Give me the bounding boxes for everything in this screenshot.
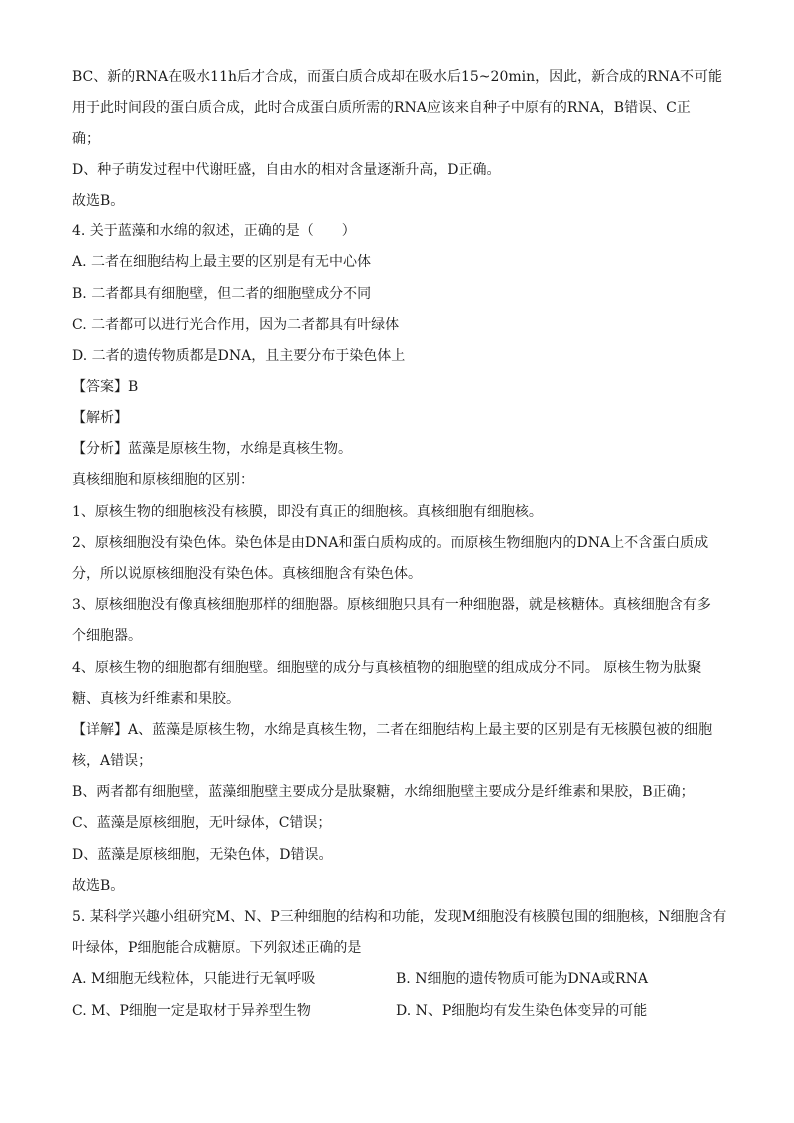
q4-stem: 4. 关于蓝藻和水绵的叙述，正确的是（ ） — [72, 223, 356, 239]
prev-bc-line-3: 确； — [72, 131, 100, 147]
q4-analysis-header: 【解析】 — [72, 410, 128, 426]
q5-option-a: A. M细胞无线粒体，只能进行无氧呼吸 — [72, 971, 316, 987]
q5-stem-line-1: 5. 某科学兴趣小组研究M、N、P三种细胞的结构和功能，发现M细胞没有核膜包围的细胞核，N细胞含有 — [72, 909, 727, 925]
q4-detail-line-2: 核，A错误； — [72, 753, 153, 769]
prev-choice: 故选B。 — [72, 193, 125, 209]
q5-stem-line-2: 叶绿体，P细胞能合成糖原。下列叙述正确的是 — [72, 940, 362, 956]
q4-detail-c: C、蓝藻是原核细胞，无叶绿体，C错误； — [72, 815, 332, 831]
q5-option-b: B. N细胞的遗传物质可能为DNA或RNA — [396, 971, 648, 987]
q4-option-b: B. 二者都具有细胞壁，但二者的细胞壁成分不同 — [72, 286, 372, 302]
prev-d-line: D、种子萌发过程中代谢旺盛，自由水的相对含量逐渐升高，D正确。 — [72, 162, 501, 178]
q5-option-c: C. M、P细胞一定是取材于异养型生物 — [72, 1003, 311, 1019]
q4-point-2-line-1: 2、原核细胞没有染色体。染色体是由DNA和蛋白质构成的。而原核生物细胞内的DNA上不含蛋白质成 — [72, 535, 709, 551]
q4-detail-line-1: 【详解】A、蓝藻是原核生物，水绵是真核生物，二者在细胞结构上最主要的区别是有无核膜包被的细胞 — [72, 722, 713, 738]
q4-analysis: 【分析】蓝藻是原核生物，水绵是真核生物。 — [72, 441, 352, 457]
q4-point-2-line-2: 分，所以说原核细胞没有染色体。真核细胞含有染色体。 — [72, 566, 422, 582]
prev-bc-line-2: 用于此时间段的蛋白质合成，此时合成蛋白质所需的RNA应该来自种子中原有的RNA，B错误、C正 — [72, 100, 691, 116]
q4-choice: 故选B。 — [72, 878, 125, 894]
q4-point-4-line-2: 糖、真核为纤维素和果胶。 — [72, 691, 240, 707]
q4-answer: 【答案】B — [72, 379, 139, 395]
prev-bc-line-1: BC、新的RNA在吸水11h后才合成，而蛋白质合成却在吸水后15~20min，因此，新合成的RNA不可能 — [72, 69, 723, 85]
q4-detail-b: B、两者都有细胞壁，蓝藻细胞壁主要成分是肽聚糖，水绵细胞壁主要成分是纤维素和果胶，B正确； — [72, 784, 695, 800]
q4-point-1: 1、原核生物的细胞核没有核膜，即没有真正的细胞核。真核细胞有细胞核。 — [72, 504, 543, 520]
q4-detail-d: D、蓝藻是原核细胞，无染色体，D错误。 — [72, 847, 333, 863]
q5-option-d: D. N、P细胞均有发生染色体变异的可能 — [396, 1003, 648, 1019]
q4-point-3-line-1: 3、原核细胞没有像真核细胞那样的细胞器。原核细胞只具有一种细胞器，就是核糖体。真核细胞含有多 — [72, 597, 711, 613]
q4-option-a: A. 二者在细胞结构上最主要的区别是有无中心体 — [72, 254, 372, 270]
q4-diff-title: 真核细胞和原核细胞的区别： — [72, 472, 254, 488]
q4-option-d: D. 二者的遗传物质都是DNA，且主要分布于染色体上 — [72, 348, 406, 364]
q4-point-4-line-1: 4、原核生物的细胞都有细胞壁。细胞壁的成分与真核植物的细胞壁的组成成分不同。 原核生物为肽聚 — [72, 660, 702, 676]
q4-option-c: C. 二者都可以进行光合作用，因为二者都具有叶绿体 — [72, 317, 400, 333]
q4-point-3-line-2: 个细胞器。 — [72, 628, 142, 644]
